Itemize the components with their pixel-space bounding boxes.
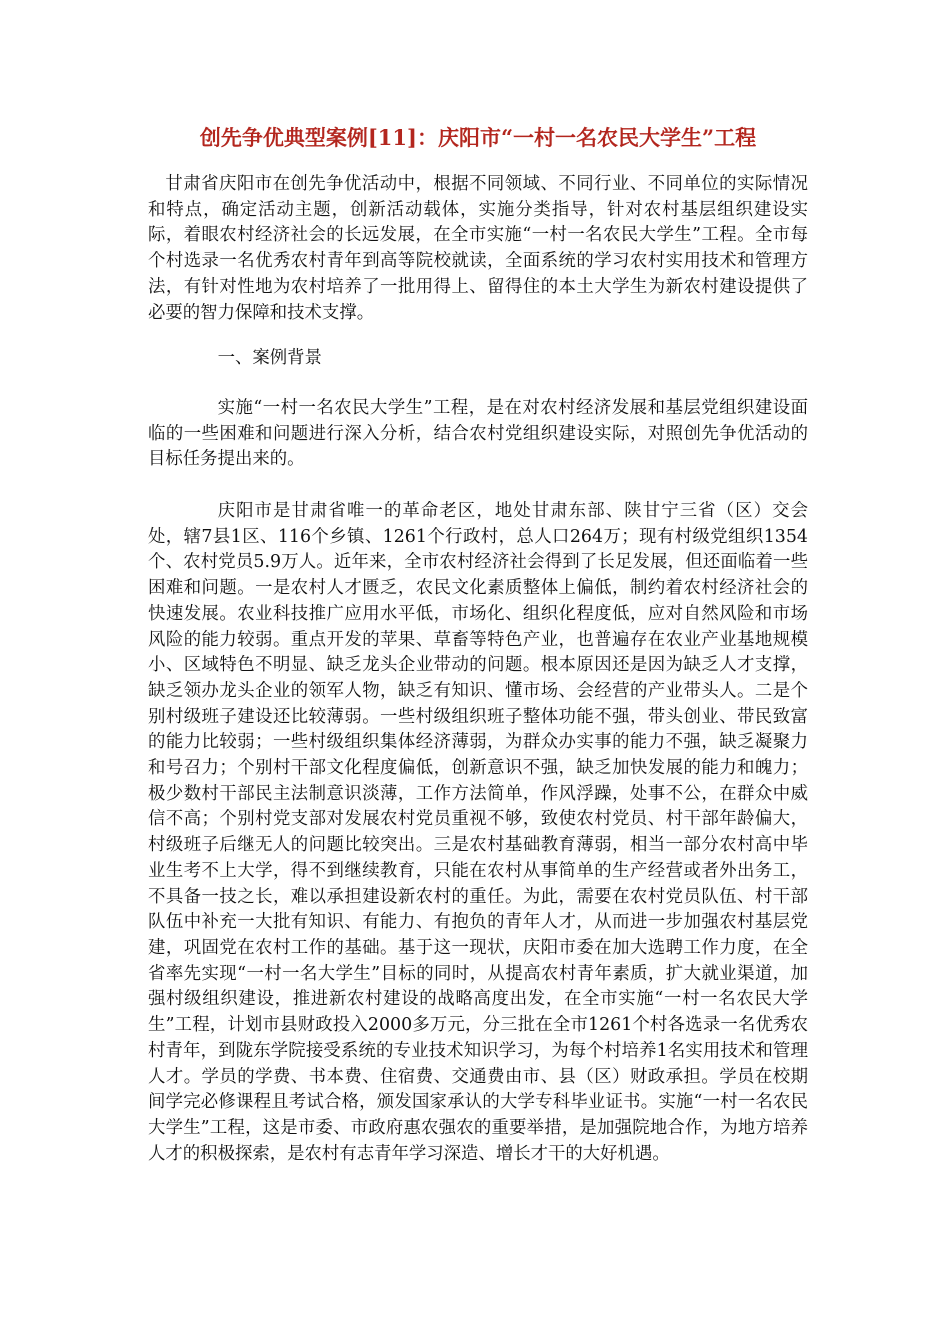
background-paragraph-1: 实施“一村一名农民大学生”工程，是在对农村经济发展和基层党组织建设面临的一些困难和问题进行深入分析，结合农村党组织建设实际，对照创先争优活动的目标任务提出来的。 [148,397,808,470]
background-paragraph-2: 庆阳市是甘肃省唯一的革命老区，地处甘肃东部、陕甘宁三省（区）交会处，辖7县1区、116个乡镇、1261个行政村，总人口264万；现有村级党组织1354个、农村党员5.9万人。近年来，全市农村经济社会得到了长足发展，但还面临着一些困难和问题。一是农村人才匮乏，农民文化素质整体上偏低，制约着农村经济社会的快速发展。农业科技推广应用水平低，市场化、组织化程度低，应对自然风险和市场风险的能力较弱。重点开发的苹果、草畜等特色产业，也普遍存在农业产业基地规模小、区域特色不明显、缺乏龙头企业带动的问题。根本原因还是因为缺乏人才支撑，缺乏领办龙头企业的领军人物，缺乏有知识、懂市场、会经营的产业带头人。二是个别村级班子建设还比较薄弱。一些村级组织班子整体功能不强，带头创业、带民致富的能力比较弱；一些村级组织集体经济薄弱，为群众办实事的能力不强，缺乏凝聚力和号召力；个别村干部文化程度偏低，创新意识不强，缺乏加快发展的能力和魄力；极少数村干部民主法制意识淡薄，工作方法简单，作风浮躁，处事不公，在群众中威信不高；个别村党支部对发展农村党员重视不够，致使农村党员、村干部年龄偏大，村级班子后继无人的问题比较突出。三是农村基础教育薄弱，相当一部分农村高中毕业生考不上大学，得不到继续教育，只能在农村从事简单的生产经营或者外出务工，不具备一技之长，难以承担建设新农村的重任。为此，需要在农村党员队伍、村干部队伍中补充一大批有知识、有能力、有抱负的青年人才，从而进一步加强农村基层党建，巩固党在农村工作的基础。基于这一现状，庆阳市委在加大选聘工作力度，在全省率先实现“一村一名大学生”目标的同时，从提高农村青年素质，扩大就业渠道，加强村级组织建设，推进新农村建设的战略高度出发，在全市实施“一村一名农民大学生”工程，计划市县财政投入2000多万元，分三批在全市1261个村各选录一名优秀农村青年，到陇东学院接受系统的专业技术知识学习，为每个村培养1名实用技术和管理人才。学员的学费、书本费、住宿费、交通费由市、县（区）财政承担。学员在校期间学完必修课程且考试合格，颁发国家承认的大学专科毕业证书。实施“一村一名农民大学生”工程，这是市委、市政府惠农强农的重要举措，是加强院地合作，为地方培养人才的积极探索，是农村有志青年学习深造、增长才干的大好机遇。 [148,501,808,1164]
document-title: 创先争优典型案例[11]：庆阳市“一村一名农民大学生”工程 [199,125,757,150]
section-heading: 一、案例背景 [217,348,322,369]
intro-paragraph: 甘肃省庆阳市在创先争优活动中，根据不同领域、不同行业、不同单位的实际情况和特点，确定活动主题，创新活动载体，实施分类指导，针对农村基层组织建设实际，着眼农村经济社会的长远发展，在全市实施“一村一名农民大学生”工程。全市每个村选录一名优秀农村青年到高等院校就读，全面系统的学习农村实用技术和管理方法，有针对性地为农村培养了一批用得上、留得住的本土大学生为新农村建设提供了必要的智力保障和技术支撑。 [148,174,808,323]
document-body [148,172,808,1167]
